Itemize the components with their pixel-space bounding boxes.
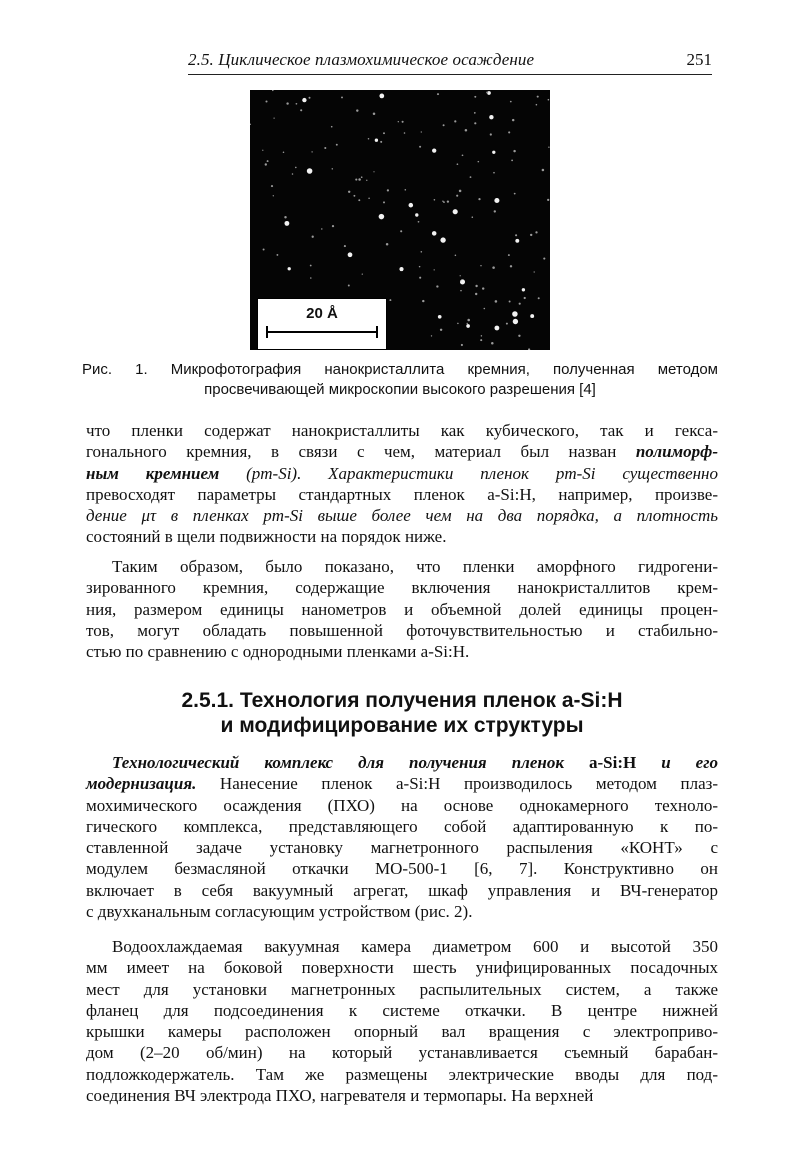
speckle <box>271 185 273 187</box>
speckle <box>292 173 294 175</box>
speckle <box>262 150 263 151</box>
speckle <box>415 213 418 216</box>
speckle <box>486 91 488 93</box>
text-line: гонального кремния, в связи с чем, материал был назван полиморф- <box>86 442 718 462</box>
speckle <box>465 129 468 132</box>
text-line: ставленной задаче установку магнетронного распыления «КОНТ» с <box>86 838 718 858</box>
speckle <box>474 122 476 124</box>
speckle <box>399 267 403 271</box>
speckle <box>419 146 421 148</box>
speckle <box>432 148 436 152</box>
term-emphasis: полиморф- <box>635 442 718 462</box>
speckle <box>534 271 535 272</box>
paragraph-3 <box>86 752 718 922</box>
speckle <box>440 237 445 242</box>
speckle <box>386 243 389 246</box>
speckle <box>510 101 512 103</box>
speckle <box>491 342 494 345</box>
speckle <box>437 93 439 95</box>
run-in-heading: модернизация. <box>86 774 197 794</box>
speckle <box>389 299 391 301</box>
speckle <box>310 277 312 279</box>
speckle <box>494 326 499 331</box>
speckle <box>460 290 462 292</box>
text-line: Водоохлаждаемая вакуумная камера диаметром 600 и высотой 350 <box>112 937 718 956</box>
speckle <box>355 179 357 181</box>
speckle <box>358 178 361 181</box>
speckle <box>474 96 476 98</box>
speckle <box>348 252 353 257</box>
scale-bar-box <box>257 298 387 350</box>
paragraph-1 <box>86 420 718 548</box>
speckle <box>530 234 532 236</box>
speckle <box>321 228 322 229</box>
text-line: мохимического осаждения (ПХО) на основе однокамерного техноло- <box>86 795 718 815</box>
speckle <box>418 221 420 223</box>
speckle <box>250 124 251 125</box>
speckle <box>434 199 436 201</box>
speckle <box>284 216 286 218</box>
text-line: ния, размером единицы нанометров и объемной долей единицы процен- <box>86 599 718 619</box>
caption-line: Рис. 1. Микрофотография нанокристаллита кремния, полученная методом <box>82 361 718 378</box>
speckle <box>348 191 350 193</box>
speckle <box>440 329 442 331</box>
speckle <box>348 285 350 287</box>
speckle <box>509 301 511 303</box>
text-line: крышки камеры расположен опорный вал вращения с электроприво- <box>86 1022 718 1042</box>
speckle <box>513 150 515 152</box>
speckle <box>332 168 333 169</box>
speckle <box>478 161 480 163</box>
speckle <box>480 339 482 341</box>
speckle <box>457 163 459 165</box>
speckle <box>288 267 291 270</box>
speckle <box>273 195 274 196</box>
figure-caption <box>82 360 718 400</box>
speckle <box>510 265 512 267</box>
scale-bar-label: 20 Å <box>306 305 338 322</box>
speckle <box>457 323 459 325</box>
speckle <box>332 225 334 227</box>
speckle <box>300 109 302 111</box>
text-line: модернизация. Нанесение пленок a-Si:H производилось методом плаз- <box>86 774 718 794</box>
speckle <box>419 277 421 279</box>
speckle <box>358 199 360 201</box>
speckle <box>373 112 376 115</box>
text-line: мм имеет на боковой поверхности шесть унифицированных посадочных <box>86 958 718 978</box>
speckle <box>543 258 545 260</box>
text-line: Технологический комплекс для получения пленок a-Si:H и его <box>112 753 718 772</box>
running-header <box>188 48 712 75</box>
section-heading-line: и модифицирование их структуры <box>220 714 584 737</box>
speckle <box>459 190 462 193</box>
speckle <box>398 121 399 122</box>
speckle <box>380 141 382 143</box>
speckle <box>311 151 312 152</box>
speckle <box>438 315 442 319</box>
text-line: дение μτ в пленках pm-Si выше более чем на два порядка, а плотность <box>86 506 718 526</box>
speckle <box>474 112 476 114</box>
speckle <box>309 97 311 99</box>
text-line: Таким образом, было показано, что пленки аморфного гидрогени- <box>112 557 718 576</box>
speckle <box>405 189 407 191</box>
speckle <box>536 104 538 106</box>
speckle <box>528 348 530 350</box>
speckle <box>442 200 443 201</box>
speckle <box>494 198 499 203</box>
caption-line: просвечивающей микроскопии высокого разрешения [4] <box>204 381 596 398</box>
speckle <box>324 147 326 149</box>
speckle <box>284 221 289 226</box>
speckle <box>548 99 550 101</box>
speckle <box>263 248 265 250</box>
section-heading <box>86 688 718 738</box>
speckle <box>443 124 445 126</box>
paragraph-2 <box>86 556 718 662</box>
text-line: соединения ВЧ электрода ПХО, нагревателя и термопары. На верхней <box>86 1086 594 1106</box>
text-line: подложкодержатель. Там же размещены электрические вводы для под- <box>86 1064 718 1084</box>
speckle <box>368 198 370 200</box>
speckle <box>489 115 493 119</box>
text-line: что пленки содержат нанокристаллиты как кубического, так и гекса- <box>86 421 718 440</box>
speckle <box>387 189 389 191</box>
speckle <box>460 275 461 276</box>
speckle <box>512 311 518 317</box>
text-line: мест для установки магнетронных распылительных систем, а также <box>86 979 718 999</box>
speckle <box>373 171 374 172</box>
speckle <box>307 168 313 174</box>
speckle <box>375 139 378 142</box>
text-line: фланец для подсоединения к системе откачки. В центре нижней <box>86 1000 718 1020</box>
speckle <box>515 239 519 243</box>
text-line: с двухканальным согласующим устройством (рис. 2). <box>86 902 473 922</box>
speckle <box>538 297 540 299</box>
speckle <box>447 200 449 202</box>
speckle <box>548 147 549 148</box>
text-line: стью по сравнению с однородными пленками a-Si:H. <box>86 642 470 662</box>
speckle <box>404 132 406 134</box>
speckle <box>456 195 458 197</box>
speckle <box>283 152 285 154</box>
speckle <box>466 324 470 328</box>
speckle <box>362 273 363 274</box>
speckle <box>383 132 385 134</box>
speckle <box>460 280 461 281</box>
text-line: включает в себя вакуумный агрегат, шкаф управления и ВЧ-генератор <box>86 880 718 900</box>
speckle <box>490 133 492 135</box>
speckle <box>296 103 298 105</box>
speckle <box>519 303 521 305</box>
speckle <box>302 98 306 102</box>
speckle <box>383 201 385 203</box>
speckle <box>400 230 402 232</box>
run-in-heading: Технологический комплекс для получения пленок <box>112 753 564 772</box>
text-line: дом (2–20 об/мин) на который устанавливается съемный барабан- <box>86 1043 718 1063</box>
speckle <box>481 335 482 336</box>
text-line: зированного кремния, содержащие включения нанокристаллитов крем- <box>86 578 718 598</box>
text-line: ным кремнием (pm-Si). Характеристики пленок pm-Si существенно <box>86 463 718 483</box>
speckle <box>508 131 510 133</box>
speckle <box>495 300 498 303</box>
micrograph-figure <box>250 90 550 350</box>
speckle <box>453 209 458 214</box>
page-number: 251 <box>686 50 712 69</box>
text-line: тов, могут обладать повышенной фоточувствительностью и стабильно- <box>86 620 718 640</box>
speckle <box>512 119 514 121</box>
speckle <box>273 117 274 118</box>
speckle <box>402 121 404 123</box>
speckle <box>267 160 269 162</box>
speckle <box>537 96 539 98</box>
speckle <box>295 167 297 169</box>
speckle <box>431 335 432 336</box>
speckle <box>265 163 267 165</box>
speckle <box>421 131 422 132</box>
term-emphasis: ным кремнием <box>86 463 220 483</box>
speckle <box>421 251 423 253</box>
speckle <box>432 231 437 236</box>
text-line: модулем безмасляной откачки МО-500-1 [6, 7]. Конструктивно он <box>86 859 718 879</box>
text-line: гического комплекса, представляющего собой адаптированную к по- <box>86 816 718 836</box>
speckle <box>483 308 485 310</box>
speckle <box>467 319 470 322</box>
text-line: превосходят параметры стандартных пленок a-Si:H, например, произве- <box>86 484 718 504</box>
speckle <box>379 214 385 220</box>
speckle <box>368 138 370 140</box>
speckle <box>356 109 358 111</box>
speckle <box>310 265 312 267</box>
text-line: состояний в щели подвижности на порядок ниже. <box>86 527 447 547</box>
scale-bar <box>266 331 378 333</box>
math-symbol: μτ <box>141 506 157 526</box>
speckle <box>518 335 520 337</box>
speckle <box>506 323 508 325</box>
speckle <box>379 94 384 99</box>
speckle <box>511 160 513 162</box>
speckle <box>470 176 472 178</box>
speckle <box>265 100 267 102</box>
speckle <box>419 266 421 268</box>
speckle <box>482 287 484 289</box>
speckle <box>353 195 355 197</box>
speckle <box>331 126 333 128</box>
section-heading-line: 2.5.1. Технология получения пленок a-Si:H <box>181 689 623 712</box>
speckle <box>344 245 346 247</box>
speckle <box>530 314 534 318</box>
paragraph-4 <box>86 936 718 1106</box>
speckle <box>422 300 424 302</box>
speckle <box>508 254 510 256</box>
speckle <box>514 193 516 195</box>
speckle <box>547 199 549 201</box>
speckle <box>542 169 545 172</box>
speckle <box>366 180 367 181</box>
speckle <box>513 319 518 324</box>
speckle <box>455 255 457 257</box>
speckle <box>492 151 495 154</box>
speckle <box>336 144 338 146</box>
speckle <box>312 236 314 238</box>
speckle <box>475 285 477 287</box>
speckle <box>409 203 414 208</box>
speckle <box>276 254 278 256</box>
speckle <box>478 198 480 200</box>
speckle <box>524 297 526 299</box>
speckle <box>460 279 465 284</box>
speckle <box>467 323 468 324</box>
speckle <box>494 210 496 212</box>
speckle <box>515 234 517 236</box>
speckle <box>475 293 477 295</box>
speckle <box>480 265 481 266</box>
speckle <box>522 288 525 291</box>
speckle <box>492 266 495 269</box>
speckle <box>286 102 288 104</box>
running-header-title: 2.5. Циклическое плазмохимическое осаждение <box>188 50 535 69</box>
speckle <box>434 269 435 270</box>
speckle <box>272 90 274 91</box>
speckle <box>535 231 537 233</box>
speckle <box>454 120 456 122</box>
speckle <box>436 285 438 287</box>
speckle <box>462 154 464 156</box>
speckle <box>461 344 463 346</box>
speckle <box>493 172 495 174</box>
speckle <box>341 96 343 98</box>
speckle <box>361 176 363 178</box>
speckle <box>472 216 474 218</box>
